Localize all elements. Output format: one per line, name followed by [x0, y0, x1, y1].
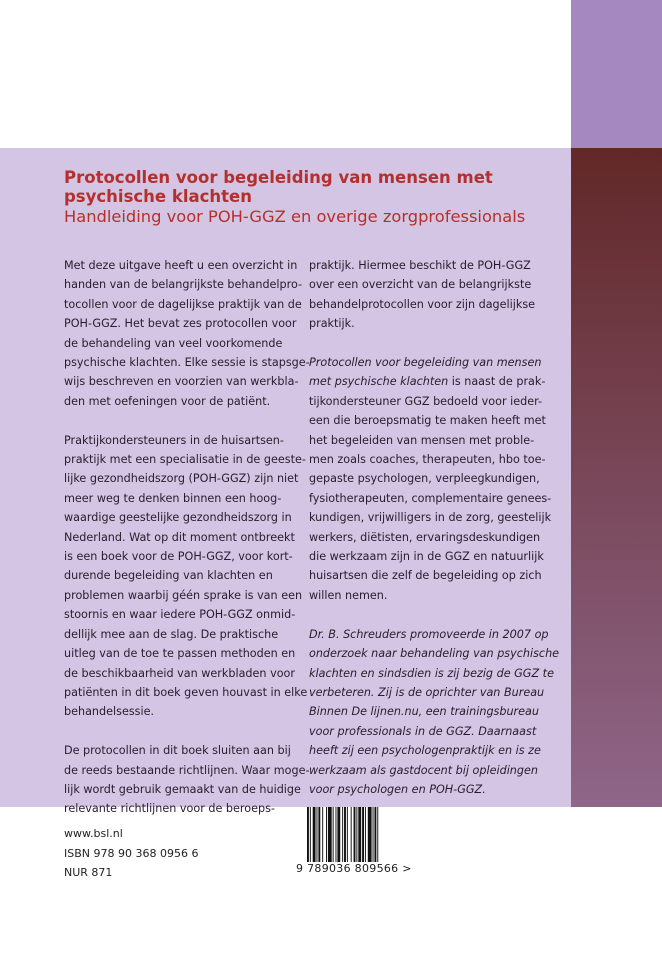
right-text-column [309, 256, 559, 819]
nur-text: NUR 871 [64, 866, 113, 879]
text-line: stoornis en waar iedere POH-GGZ onmid- [64, 608, 296, 622]
text-line: behandelsessie. [64, 705, 155, 719]
text-line: den met oefeningen voor de patiënt. [64, 394, 271, 408]
publisher-info [64, 824, 198, 883]
paragraph [64, 431, 310, 722]
text-line: de reeds bestaande richtlijnen. Waar moge- [64, 763, 310, 777]
paragraph [309, 625, 559, 800]
text-line: kundigen, vrijwilligers in de zorg, geestelijk [309, 511, 552, 525]
paragraph [309, 256, 559, 334]
text-line: Praktijkondersteuners in de huisartsen- [64, 433, 284, 447]
paragraph [309, 353, 559, 605]
text-line: de behandeling van veel voorkomende [64, 336, 283, 350]
text-line: Protocollen voor begeleiding van mensen [309, 356, 542, 370]
text-line: klachten en sindsdien is zij bezig de GGZ te [309, 666, 554, 680]
text-line: men zoals coaches, therapeuten, hbo toe- [309, 453, 546, 467]
text-line: psychische klachten. Elke sessie is stapsge- [64, 356, 310, 370]
text-line: handen van de belangrijkste behandelpro- [64, 278, 303, 292]
text-line: relevante richtlijnen voor de beroeps- [64, 802, 275, 816]
text-line: voor psychologen en POH-GGZ. [309, 782, 486, 796]
text-line: problemen waarbij géén sprake is van een [64, 588, 303, 602]
text-line: werkers, diëtisten, ervaringsdeskundigen [309, 530, 541, 544]
text-line: die werkzaam zijn in de GGZ en natuurlijk [309, 550, 544, 564]
text-line: praktijk met een specialisatie in de geeste- [64, 453, 306, 467]
text-line: waardige geestelijke gezondheidszorg in [64, 511, 292, 525]
text-line: huisartsen die zelf de begeleiding op zich [309, 569, 542, 583]
text-line: willen nemen. [309, 588, 388, 602]
text-line: gepaste psychologen, verpleegkundigen, [309, 472, 540, 486]
text-line: meer weg te denken binnen een hoog- [64, 491, 282, 505]
paragraph [64, 741, 310, 819]
text-line: praktijk. Hiermee beschikt de POH-GGZ [309, 259, 531, 272]
website-link[interactable]: www.bsl.nl [64, 827, 123, 840]
text-line: werkzaam als gastdocent bij opleidingen [309, 763, 538, 777]
text-line: tocollen voor de dagelijkse praktijk van de [64, 297, 302, 311]
text-line: patiënten in dit boek geven houvast in elke [64, 685, 308, 699]
text-line: Met deze uitgave heeft u een overzicht in [64, 259, 298, 272]
book-title: Protocollen voor begeleiding van mensen met psychische klachten [64, 168, 493, 206]
top-color-block [571, 0, 662, 148]
book-title-reference: met psychische klachten [309, 375, 449, 389]
text-line: het begeleiden van mensen met proble- [309, 433, 535, 447]
text-line: met psychische klachten is naast de prak- [309, 375, 546, 389]
text-line: lijk wordt gebruik gemaakt van de huidige [64, 782, 301, 796]
text-line: durende begeleiding van klachten en [64, 569, 273, 583]
text-line: Binnen De lijnen.nu, een trainingsbureau [309, 705, 539, 719]
text-line: uitleg van de toe te passen methoden en [64, 647, 296, 661]
text-line: voor professionals in de GGZ. Daarnaast [309, 724, 537, 738]
paragraph [64, 256, 310, 411]
text-line: is een boek voor de POH-GGZ, voor kort- [64, 550, 293, 564]
book-subtitle: Handleiding voor POH-GGZ en overige zorgprofessionals [64, 207, 526, 226]
text-line: behandelprotocollen voor zijn dagelijkse [309, 297, 536, 311]
text-line: Nederland. Wat op dit moment ontbreekt [64, 530, 295, 544]
text-line: praktijk. [309, 317, 355, 331]
text-line: een die beroepsmatig te maken heeft met [309, 414, 546, 428]
isbn-text: ISBN 978 90 368 0956 6 [64, 846, 199, 860]
text-line: Dr. B. Schreuders promoveerde in 2007 op [309, 627, 549, 641]
text-line: onderzoek naar behandeling van psychische [309, 647, 560, 661]
text-line: De protocollen in dit boek sluiten aan bij [64, 744, 291, 758]
barcode-number: 9 789036 809566 > [296, 862, 412, 875]
text-line: fysiotherapeuten, complementaire genees- [309, 491, 552, 505]
text-line: heeft zij een psychologenpraktijk en is ze [309, 744, 541, 758]
text-line: de beschikbaarheid van werkbladen voor [64, 666, 295, 680]
text-line: lijke gezondheidszorg (POH-GGZ) zijn niet [64, 472, 299, 486]
text-line: wijs beschreven en voorzien van werkbla- [64, 375, 299, 389]
text-line: dellijk mee aan de slag. De praktische [64, 627, 279, 641]
text-line: tijkondersteuner GGZ bedoeld voor ieder- [309, 394, 543, 408]
text-line: verbeteren. Zij is de oprichter van Bureau [309, 685, 545, 699]
text-line: POH-GGZ. Het bevat zes protocollen voor [64, 317, 297, 331]
left-text-column [64, 256, 310, 838]
text-line: over een overzicht van de belangrijkste [309, 278, 532, 292]
side-gradient-strip [571, 148, 662, 807]
